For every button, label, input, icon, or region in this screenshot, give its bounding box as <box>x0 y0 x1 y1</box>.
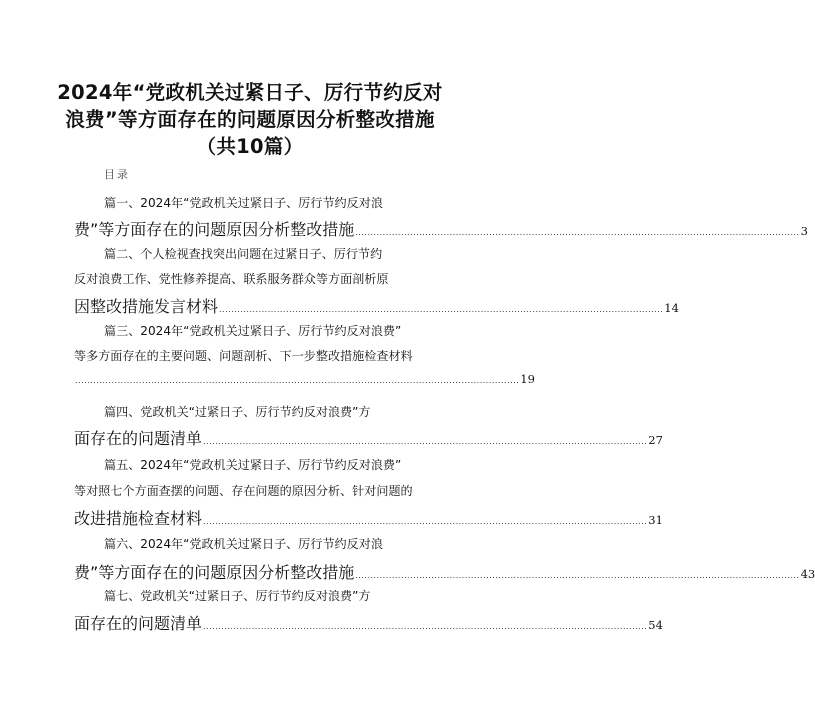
toc-entry-text: 因整改措施发言材料 <box>74 297 219 316</box>
toc-entry-text: 费”等方面存在的问题原因分析整改措施 <box>74 220 355 239</box>
toc-leader-dots: .................................................................................................................................................. <box>203 517 648 526</box>
toc-entry-text: 反对浪费工作、党性修养提高、联系服务群众等方面剖析原 <box>74 272 389 286</box>
toc-page-number: 27 <box>648 433 663 447</box>
toc-page-number: 3 <box>800 224 808 238</box>
toc-leader-dots: .................................................................................................................................................. <box>355 571 800 580</box>
toc-entry-lastline <box>74 372 535 392</box>
toc-entry-text: 篇七、党政机关“过紧日子、厉行节约反对浪费”方 <box>104 589 371 603</box>
document-title-line-1: 2024年“党政机关过紧日子、厉行节约反对 <box>57 81 443 104</box>
toc-page-number: 54 <box>648 618 663 632</box>
toc-entry-lastline <box>74 506 663 528</box>
toc-entry-text: 等多方面存在的主要问题、问题剖析、下一步整改措施检查材料 <box>74 349 413 363</box>
toc-entry-text: 改进措施检查材料 <box>74 509 203 528</box>
toc-heading: 目录 <box>104 168 130 181</box>
toc-entry-lastline <box>74 611 663 633</box>
toc-leader-dots: .................................................................................................................................................. <box>219 305 664 314</box>
toc-leader-dots: .................................................................................................................................................. <box>203 437 648 446</box>
toc-page-number: 14 <box>664 301 679 315</box>
document-title-line-2: 浪费”等方面存在的问题原因分析整改措施 <box>65 108 435 131</box>
toc-entry-text: 面存在的问题清单 <box>74 614 203 633</box>
toc-entry-text: 篇四、党政机关“过紧日子、厉行节约反对浪费”方 <box>104 405 371 419</box>
toc-leader-dots: .................................................................................................................................................. <box>75 376 520 385</box>
toc-entry-text: 等对照七个方面查摆的问题、存在问题的原因分析、针对问题的 <box>74 484 413 498</box>
toc-entry-text: 篇六、2024年“党政机关过紧日子、厉行节约反对浪 <box>104 537 383 551</box>
toc-page-number: 19 <box>520 372 535 386</box>
toc-entry-text: 篇一、2024年“党政机关过紧日子、厉行节约反对浪 <box>104 196 383 210</box>
document-title-line-3: （共10篇） <box>196 135 304 158</box>
toc-entry-lastline <box>74 217 808 239</box>
toc-entry-text: 费”等方面存在的问题原因分析整改措施 <box>74 563 355 582</box>
toc-entry-text: 篇五、2024年“党政机关过紧日子、厉行节约反对浪费” <box>104 458 402 472</box>
toc-entry-text: 篇二、个人检视查找突出问题在过紧日子、厉行节约 <box>104 247 383 261</box>
toc-entry-lastline <box>74 560 815 582</box>
toc-leader-dots: .................................................................................................................................................. <box>355 228 800 237</box>
toc-entry-text: 篇三、2024年“党政机关过紧日子、厉行节约反对浪费” <box>104 324 402 338</box>
toc-entry-lastline <box>74 426 663 448</box>
toc-page-number: 31 <box>648 513 663 527</box>
toc-entry-text: 面存在的问题清单 <box>74 429 203 448</box>
toc-page-number: 43 <box>800 567 815 581</box>
toc-entry-lastline <box>74 294 679 316</box>
toc-leader-dots: .................................................................................................................................................. <box>203 622 648 631</box>
